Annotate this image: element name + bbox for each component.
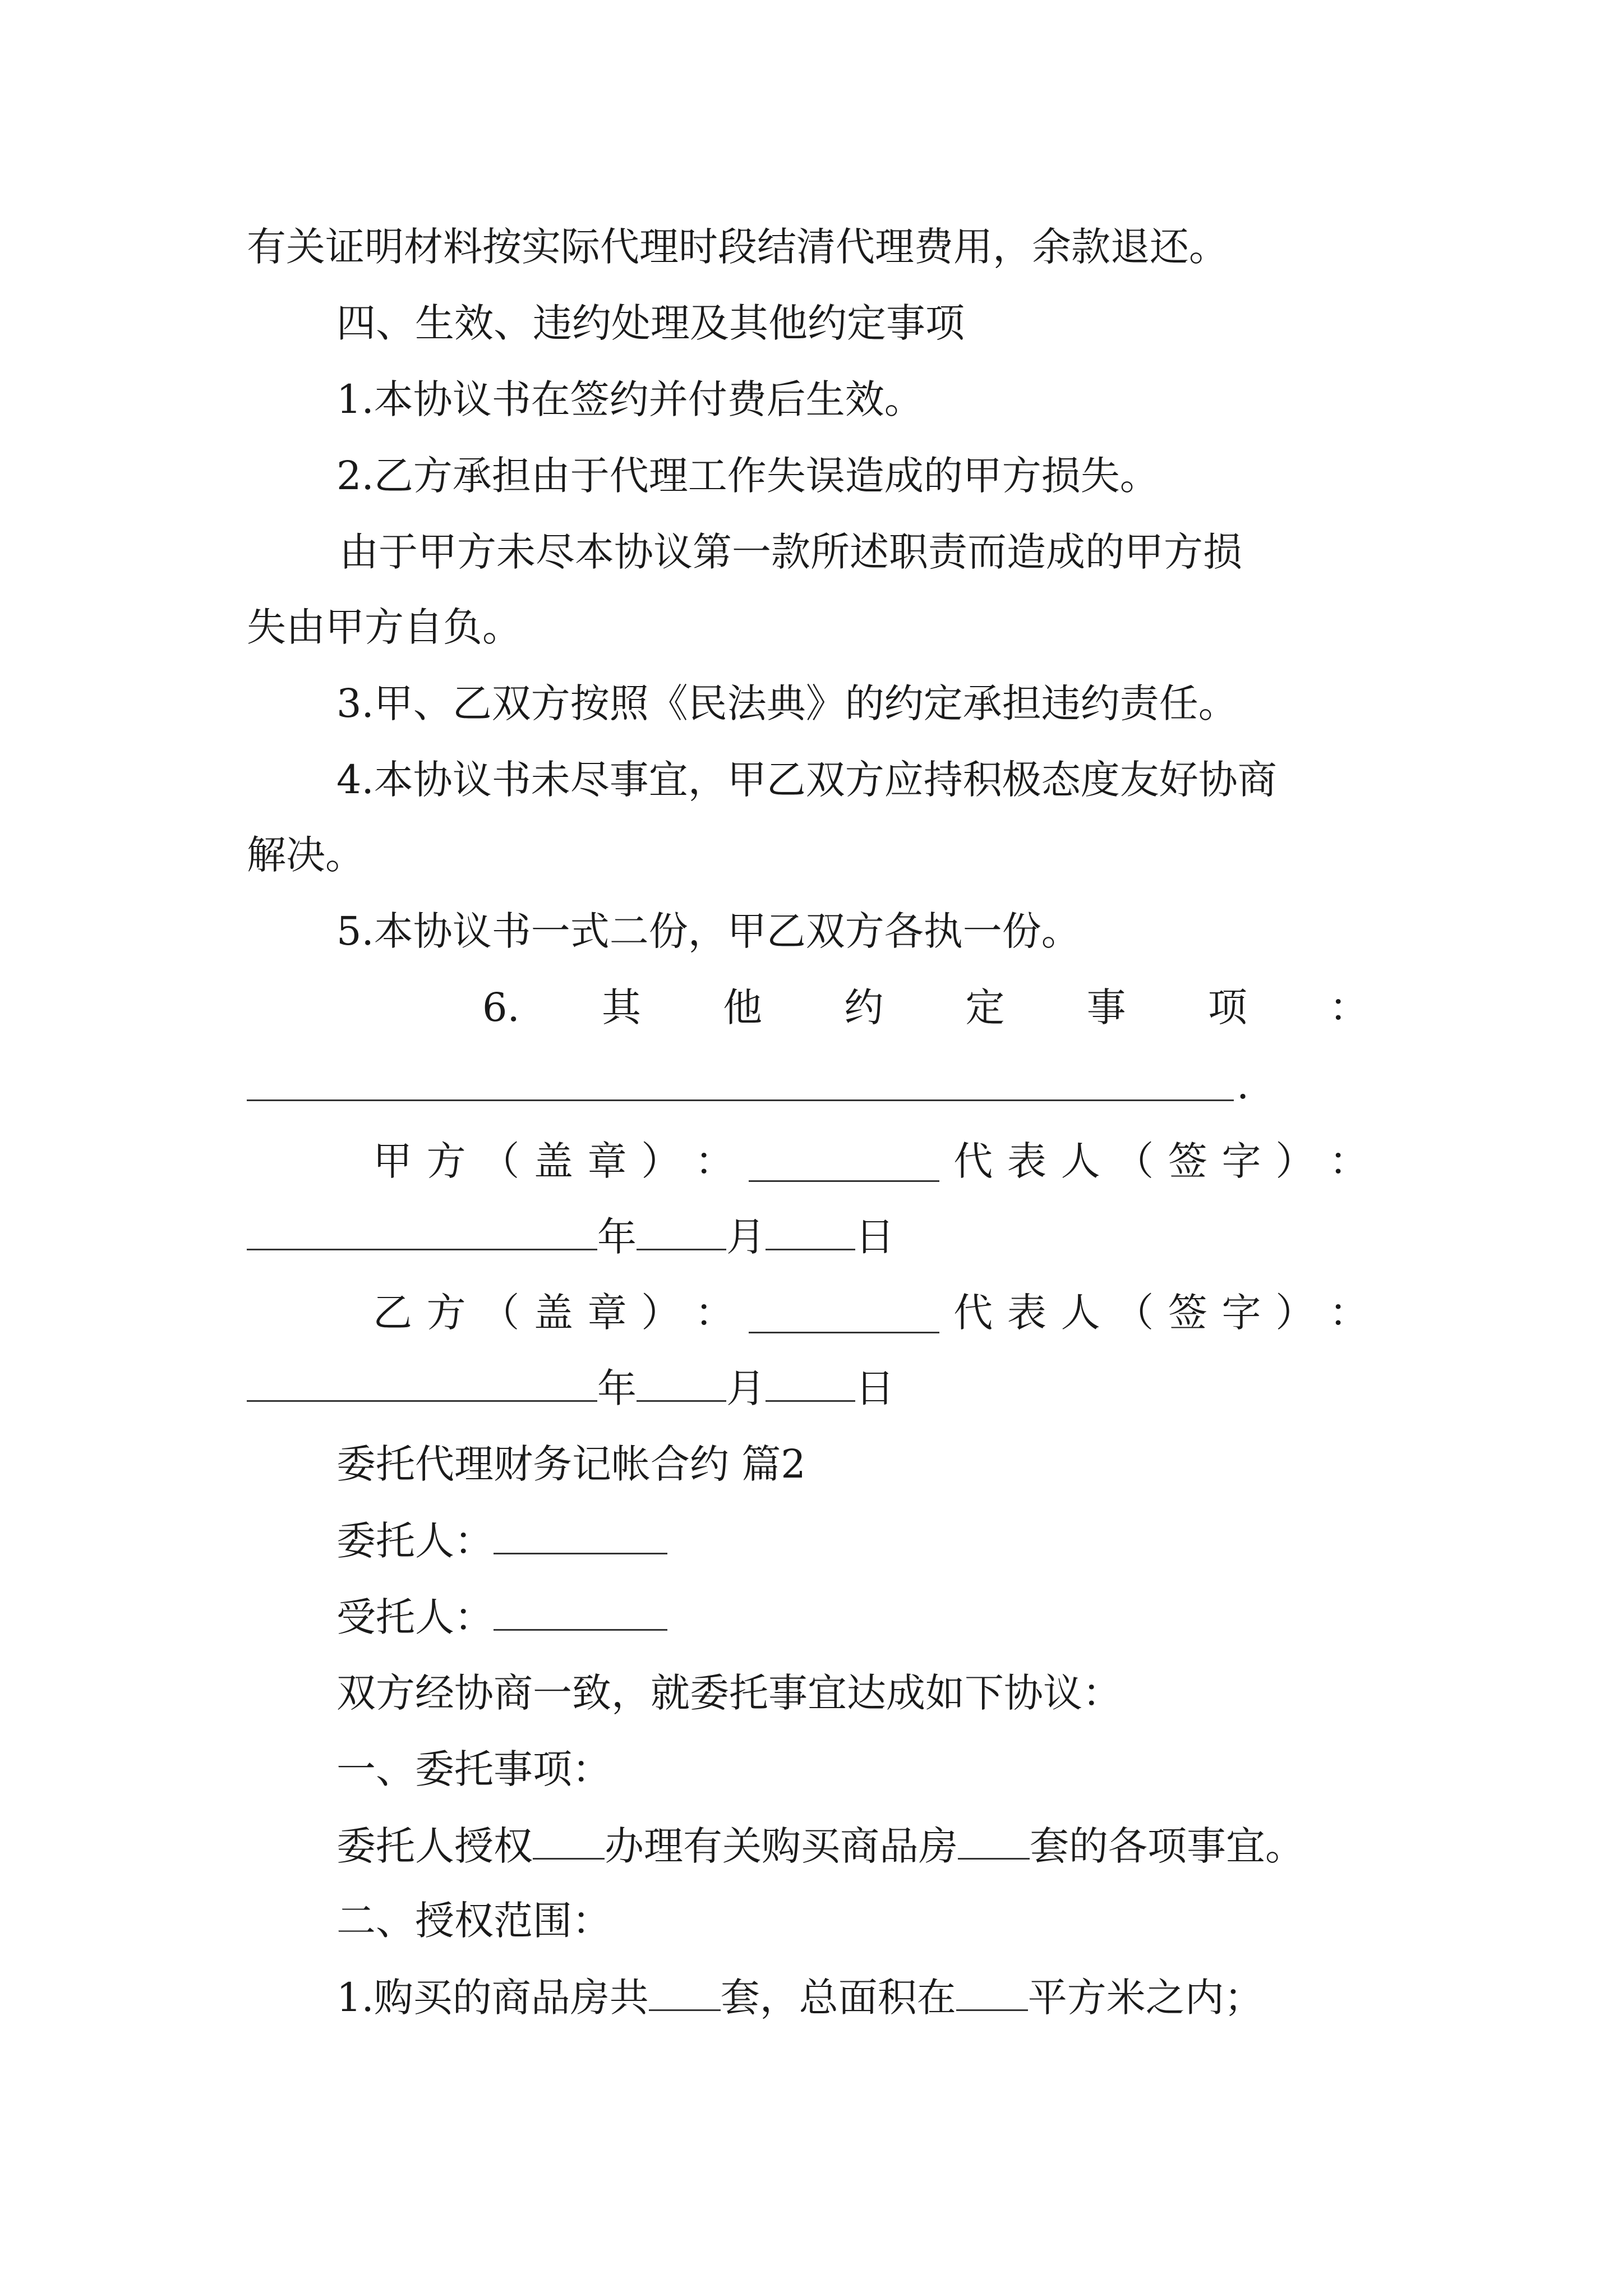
sig-char: （ [480, 1138, 520, 1184]
principal-row [336, 1513, 667, 1568]
sig-char: （ [1114, 1290, 1154, 1336]
part2-title: 委托代理财务记帐合约 篇2 [336, 1441, 806, 1487]
sig-char: 代 [953, 1290, 993, 1336]
authorization-line [336, 1819, 1304, 1873]
clause-6-char: ： [1329, 984, 1368, 1030]
agreement-intro: 双方经协商一致，就委托事宜达成如下协议： [336, 1670, 1122, 1716]
sig-char: 代 [953, 1138, 993, 1184]
clause-4: 4.本协议书未尽事宜，甲乙双方应持积极态度友好协商 [336, 757, 1277, 803]
clause-6-char: 项 [1207, 984, 1247, 1030]
auth-text: 委托人授权 [336, 1823, 533, 1869]
section-2-heading: 二、授权范围： [336, 1898, 611, 1944]
month-label: 月 [726, 1365, 766, 1411]
party-b-signature-blank[interactable] [247, 1361, 597, 1402]
sig-char: ） [641, 1138, 681, 1184]
clause-5: 5.本协议书一式二份，甲乙双方各执一份。 [336, 908, 1081, 954]
sig-char: 签 [1168, 1138, 1207, 1184]
sig-char: 人 [1061, 1138, 1100, 1184]
section-1-heading: 一、委托事项： [336, 1746, 611, 1792]
sig-char: 盖 [533, 1290, 573, 1336]
clause-1: 1.本协议书在签约并付费后生效。 [336, 376, 924, 422]
party-a-seal-blank[interactable] [749, 1141, 939, 1182]
sig-char: ： [694, 1290, 734, 1336]
auth-text: 办理有关购买商品房 [605, 1823, 958, 1869]
paragraph-line: 有关证明材料按实际代理时段结清代理费用，余款退还。 [247, 224, 1228, 270]
day-blank[interactable] [766, 1361, 855, 1402]
paragraph-line: 解决。 [247, 832, 365, 878]
day-blank[interactable] [766, 1209, 855, 1250]
clause-6-char: 他 [723, 984, 763, 1030]
clause-6-char: 事 [1086, 984, 1126, 1030]
section-heading: 四、生效、违约处理及其他约定事项 [336, 300, 965, 346]
clause-6-char: 定 [965, 984, 1005, 1030]
unit-count-blank[interactable] [958, 1819, 1030, 1860]
party-b-signature-row [373, 1286, 1368, 1340]
party-a-signature-row [373, 1134, 1368, 1188]
sig-char: 字 [1221, 1138, 1261, 1184]
sig-char: 甲 [373, 1138, 412, 1184]
clause-2: 2.乙方承担由于代理工作失误造成的甲方损失。 [336, 453, 1159, 499]
party-a-date-row [247, 1209, 895, 1264]
day-label: 日 [855, 1214, 895, 1260]
sig-char: 方 [426, 1138, 466, 1184]
agent-label: 受托人： [336, 1594, 494, 1640]
sig-char: 表 [1007, 1138, 1046, 1184]
agent-blank[interactable] [494, 1590, 667, 1631]
party-a-signature-blank[interactable] [247, 1209, 597, 1250]
sig-char: 人 [1061, 1290, 1100, 1336]
sig-char: 方 [426, 1290, 466, 1336]
scope-item-1 [336, 1970, 1264, 2024]
clause-6-char: 6. [482, 984, 520, 1030]
year-label: 年 [597, 1365, 637, 1411]
agent-name-blank[interactable] [533, 1819, 605, 1860]
scope-text: 套，总面积在 [720, 1975, 956, 2021]
clause-3: 3.甲、乙双方按照《民法典》的约定承担违约责任。 [336, 680, 1238, 726]
clause-6-char: 约 [844, 984, 884, 1030]
day-label: 日 [855, 1365, 895, 1411]
principal-blank[interactable] [494, 1513, 667, 1554]
period-mark: . [1237, 1062, 1249, 1108]
sig-char: （ [480, 1290, 520, 1336]
scope-text: 1.购买的商品房共 [336, 1975, 649, 2021]
sig-char: ） [641, 1290, 681, 1336]
sig-char: 章 [587, 1290, 627, 1336]
paragraph-line: 由于甲方未尽本协议第一款所述职责而造成的甲方损 [339, 529, 1242, 575]
year-label: 年 [597, 1214, 637, 1260]
scope-text: 平方米之内； [1027, 1975, 1264, 2021]
agent-row [336, 1590, 667, 1644]
sig-char: 乙 [373, 1290, 412, 1336]
sig-char: ： [694, 1138, 734, 1184]
sig-char: ） [1275, 1138, 1315, 1184]
auth-text: 套的各项事宜。 [1030, 1823, 1304, 1869]
fill-in-line [247, 1099, 1234, 1101]
party-b-seal-blank[interactable] [749, 1292, 939, 1333]
clause-6 [482, 981, 1368, 1034]
month-label: 月 [726, 1214, 766, 1260]
party-b-date-row [247, 1361, 895, 1415]
sig-char: 表 [1007, 1290, 1046, 1336]
sig-char: ） [1275, 1290, 1315, 1336]
sig-char: 盖 [533, 1138, 573, 1184]
clause-6-char: 其 [601, 984, 641, 1030]
area-blank[interactable] [956, 1970, 1028, 2011]
sig-char: 字 [1221, 1290, 1261, 1336]
sig-char: 章 [587, 1138, 627, 1184]
house-count-blank[interactable] [649, 1970, 721, 2011]
sig-char: ： [1329, 1138, 1368, 1184]
month-blank[interactable] [637, 1209, 726, 1250]
sig-char: （ [1114, 1138, 1154, 1184]
paragraph-line: 失由甲方自负。 [247, 604, 522, 650]
sig-char: 签 [1168, 1290, 1207, 1336]
sig-char: ： [1329, 1290, 1368, 1336]
principal-label: 委托人： [336, 1518, 494, 1564]
month-blank[interactable] [637, 1361, 726, 1402]
